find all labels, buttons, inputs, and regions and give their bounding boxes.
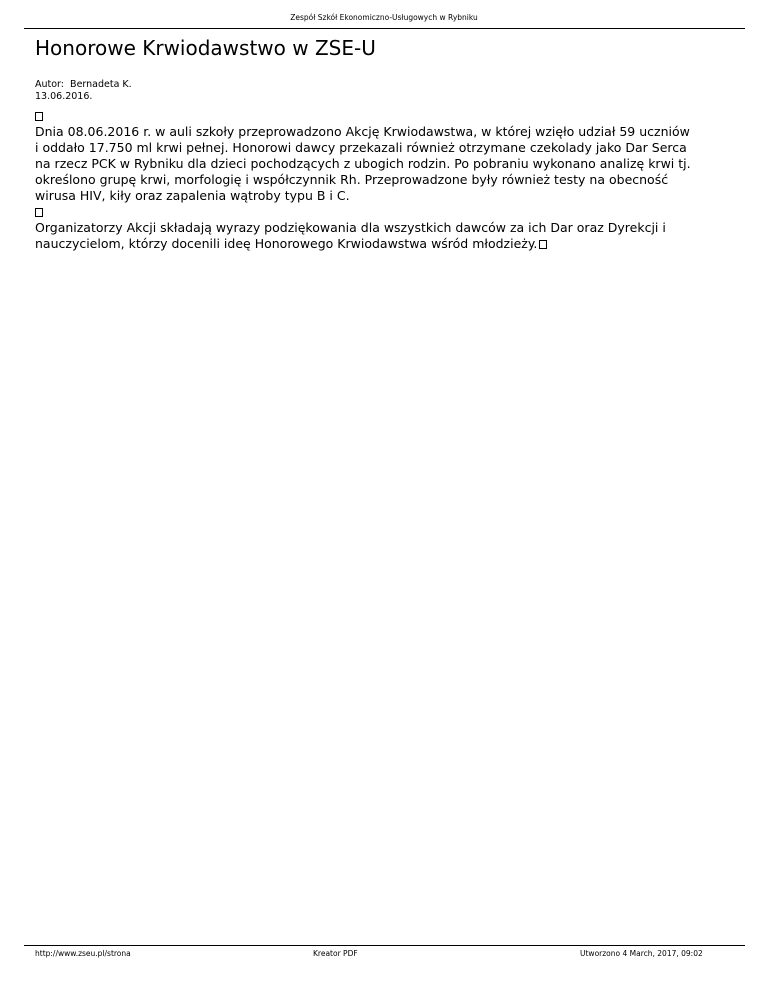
missing-glyph-icon <box>35 208 43 217</box>
footer-generator: Kreator PDF <box>313 949 358 958</box>
paragraph-line-last <box>35 236 735 252</box>
footer-divider <box>24 945 745 946</box>
paragraph-line: Dnia 08.06.2016 r. w auli szkoły przeprowadzono Akcję Krwiodawstwa, w której wzięło udział 59 uczniów <box>35 124 690 139</box>
missing-glyph-box <box>35 204 735 220</box>
article-date: 13.06.2016. <box>35 91 93 102</box>
paragraph-line-text: nauczycielom, którzy docenili ideę Honorowego Krwiodawstwa wśród młodzieży. <box>35 236 538 251</box>
missing-glyph-icon <box>539 240 547 249</box>
paragraph-line: określono grupę krwi, morfologię i współczynnik Rh. Przeprowadzone były również testy na obecność <box>35 172 669 187</box>
article-body <box>35 108 735 252</box>
missing-glyph-icon <box>35 112 43 121</box>
author-name: Bernadeta K. <box>70 79 132 90</box>
article-title: Honorowe Krwiodawstwo w ZSE-U <box>35 36 376 60</box>
header-divider <box>24 28 745 29</box>
page-header: Zespół Szkół Ekonomiczno-Usługowych w Rybniku <box>290 13 478 22</box>
missing-glyph-box <box>35 108 735 124</box>
author-label: Autor: <box>35 79 64 90</box>
footer-created: Utworzono 4 March, 2017, 09:02 <box>580 949 703 958</box>
paragraph-line: wirusa HIV, kiły oraz zapalenia wątroby typu B i C. <box>35 188 350 203</box>
article-meta <box>35 79 132 103</box>
paragraph-line: i oddało 17.750 ml krwi pełnej. Honorowi dawcy przekazali również otrzymane czekolady jako Dar Serca <box>35 140 687 155</box>
author-line <box>35 79 132 91</box>
footer-url: http://www.zseu.pl/strona <box>35 949 131 958</box>
paragraph-line: Organizatorzy Akcji składają wyrazy podziękowania dla wszystkich dawców za ich Dar oraz Dyrekcji i <box>35 220 666 235</box>
paragraph-line: na rzecz PCK w Rybniku dla dzieci pochodzących z ubogich rodzin. Po pobraniu wykonano analizę krwi tj. <box>35 156 691 171</box>
